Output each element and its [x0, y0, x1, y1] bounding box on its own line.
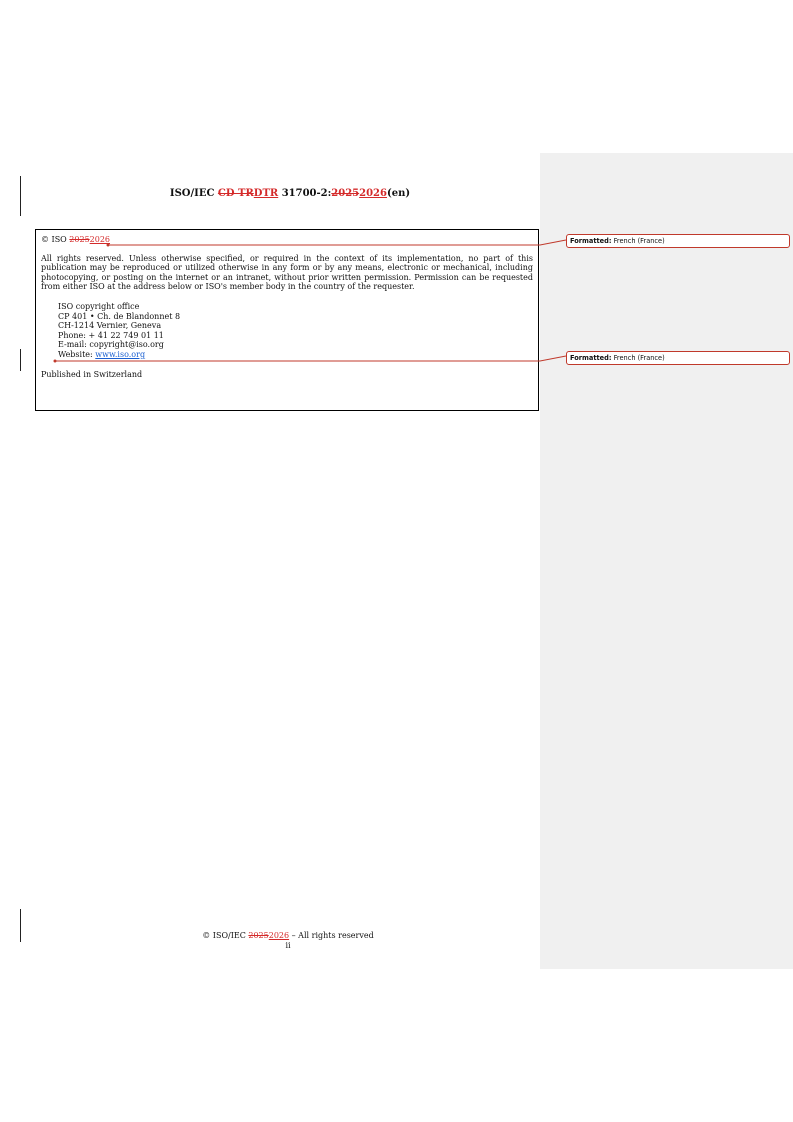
comment-label: Formatted:: [570, 237, 612, 245]
address-line: ISO copyright office: [58, 301, 140, 311]
email-line: E-mail: copyright@iso.org: [58, 340, 164, 350]
inserted-text: 2026: [268, 931, 290, 940]
copyright-prefix: © ISO: [41, 235, 70, 244]
inserted-text: DTR: [253, 188, 279, 199]
website-link[interactable]: www.iso.org: [95, 349, 146, 359]
deleted-text: CD TR: [217, 188, 254, 199]
comment-label: Formatted:: [570, 354, 612, 362]
deleted-text: 2025: [331, 188, 360, 199]
comment-text: French (France): [611, 237, 665, 245]
page-number: ii: [285, 941, 291, 950]
published-line: Published in Switzerland: [41, 369, 143, 379]
comment-balloon[interactable]: [566, 234, 790, 248]
inserted-text: 2026: [89, 235, 111, 244]
header-suffix: (en): [386, 188, 411, 199]
address-line: CH-1214 Vernier, Geneva: [58, 321, 162, 331]
comment-balloon[interactable]: [566, 351, 790, 365]
page-footer: [0, 931, 576, 951]
comment-text: French (France): [611, 354, 665, 362]
address-line: CP 401 • Ch. de Blandonnet 8: [58, 311, 181, 321]
footer-prefix: © ISO/IEC: [202, 931, 249, 940]
header-number: 31700-2:: [278, 188, 332, 199]
website-label: Website:: [58, 349, 96, 359]
phone-line: Phone: + 41 22 749 01 11: [58, 330, 164, 340]
footer-suffix: – All rights reserved: [289, 931, 374, 940]
footer-copyright: [0, 931, 576, 941]
inserted-text: 2026: [359, 188, 387, 199]
header-prefix: ISO/IEC: [169, 188, 218, 199]
deleted-text: 2025: [69, 235, 90, 244]
rights-paragraph: All rights reserved. Unless otherwise specified, or required in the context of its implementation, no part of this publication may be reproduced or utilized otherwise in any form or by any means, electronic or mechanical, including photocopying, or posting on the internet or an intranet, without prior written permission. Permission can be requested from either ISO at the address below or ISO's member body in the country of the requester.: [41, 253, 533, 292]
deleted-text: 2025: [248, 931, 269, 940]
